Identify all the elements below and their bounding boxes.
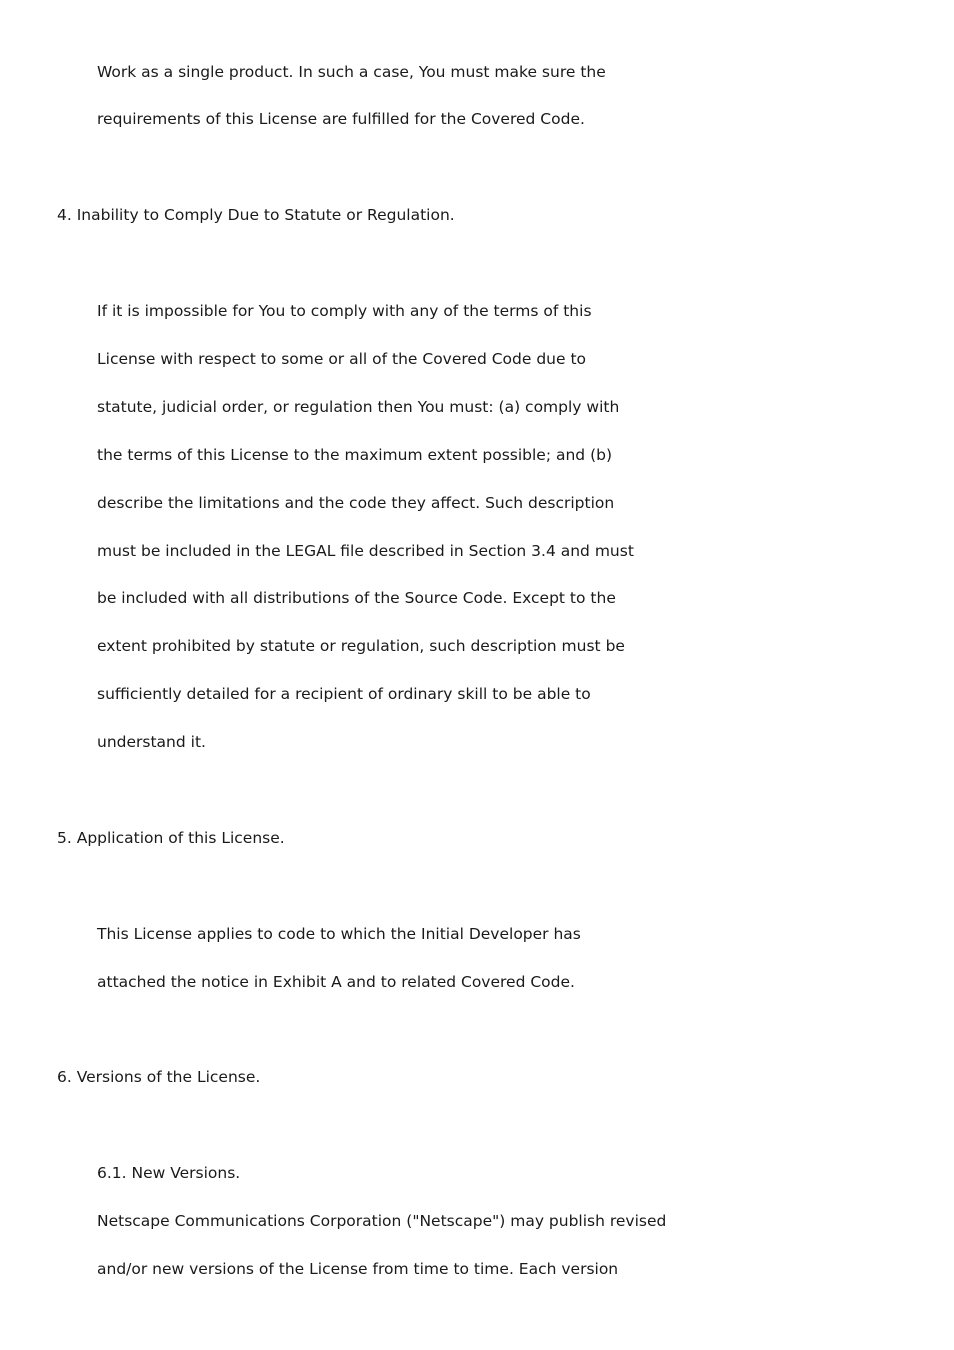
subsection-heading-6-1: 6.1. New Versions. [97, 1164, 241, 1182]
paragraph-line: must be included in the LEGAL file described in Section 3.4 and must [97, 542, 634, 560]
paragraph-line: Netscape Communications Corporation ("Netscape") may publish revised [97, 1212, 667, 1230]
paragraph-line: If it is impossible for You to comply with any of the terms of this [97, 302, 592, 320]
paragraph-line: be included with all distributions of the Source Code. Except to the [97, 589, 616, 607]
paragraph-line: understand it. [97, 733, 206, 751]
section-heading-5: 5. Application of this License. [57, 829, 285, 847]
paragraph-line: License with respect to some or all of the Covered Code due to [97, 350, 587, 368]
paragraph-line: extent prohibited by statute or regulation, such description must be [97, 637, 625, 655]
paragraph-line: the terms of this License to the maximum extent possible; and (b) [97, 446, 613, 464]
paragraph-line: statute, judicial order, or regulation then You must: (a) comply with [97, 398, 620, 416]
section-heading-4: 4. Inability to Comply Due to Statute or Regulation. [57, 206, 455, 224]
paragraph-line: and/or new versions of the License from time to time. Each version [97, 1260, 619, 1278]
paragraph-line: sufficiently detailed for a recipient of ordinary skill to be able to [97, 685, 591, 703]
section-heading-6: 6. Versions of the License. [57, 1068, 261, 1086]
paragraph-line: requirements of this License are fulfilled for the Covered Code. [97, 110, 585, 128]
paragraph-line: Work as a single product. In such a case, You must make sure the [97, 63, 606, 81]
paragraph-line: attached the notice in Exhibit A and to related Covered Code. [97, 973, 575, 991]
paragraph-line: describe the limitations and the code they affect. Such description [97, 494, 615, 512]
paragraph-line: This License applies to code to which the Initial Developer has [97, 925, 581, 943]
